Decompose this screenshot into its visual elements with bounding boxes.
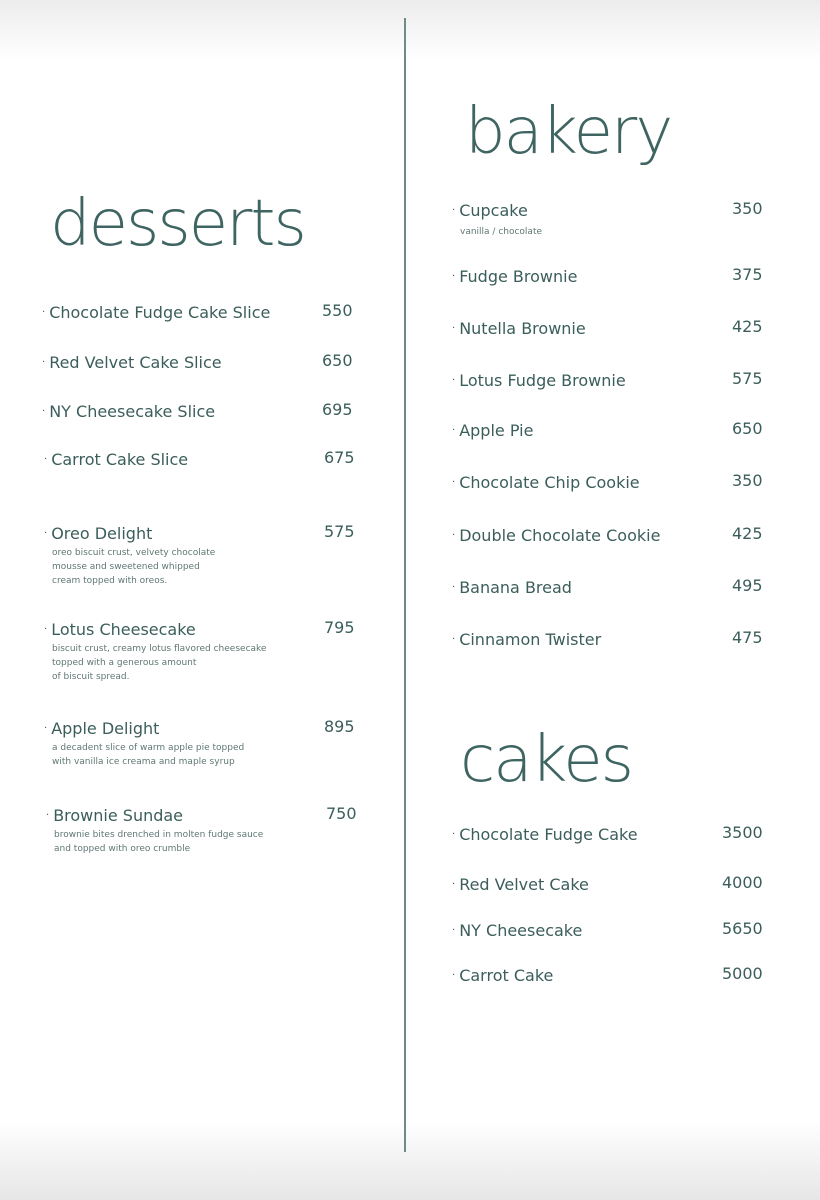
- bullet-icon: ·: [452, 375, 456, 386]
- item-name: Red Velvet Cake Slice: [49, 353, 222, 372]
- item-name: Chocolate Fudge Cake: [459, 825, 638, 844]
- top-shading: [0, 0, 820, 60]
- item-price: 575: [732, 369, 763, 388]
- item-name: Chocolate Chip Cookie: [459, 473, 640, 492]
- bullet-icon: ·: [42, 307, 46, 318]
- bullet-icon: ·: [44, 454, 48, 465]
- bottom-shading: [0, 1120, 820, 1200]
- item-price: 575: [324, 522, 355, 541]
- item-price: 795: [324, 618, 355, 637]
- item-price: 695: [322, 400, 353, 419]
- item-price: 5650: [722, 919, 763, 938]
- item-price: 750: [326, 804, 357, 823]
- item-price: 3500: [722, 823, 763, 842]
- item-price: 375: [732, 265, 763, 284]
- item-name: NY Cheesecake Slice: [49, 402, 216, 421]
- item-price: 675: [324, 448, 355, 467]
- bullet-icon: ·: [452, 205, 456, 216]
- bullet-icon: ·: [452, 582, 456, 593]
- bullet-icon: ·: [452, 970, 456, 981]
- item-price: 650: [322, 351, 353, 370]
- item-price: 550: [322, 301, 353, 320]
- item-price: 4000: [722, 873, 763, 892]
- item-price: 425: [732, 317, 763, 336]
- item-description: a decadent slice of warm apple pie topped with vanilla ice creama and maple syrup: [52, 743, 245, 767]
- bullet-icon: ·: [452, 879, 456, 890]
- item-name: Apple Pie: [459, 421, 534, 440]
- item-price: 350: [732, 471, 763, 490]
- item-name: Banana Bread: [459, 578, 572, 597]
- item-name: Double Chocolate Cookie: [459, 526, 661, 545]
- item-price: 425: [732, 524, 763, 543]
- bullet-icon: ·: [452, 634, 456, 645]
- cakes-heading: cakes: [460, 723, 632, 797]
- bakery-heading: bakery: [465, 95, 672, 169]
- bullet-icon: ·: [452, 530, 456, 541]
- item-name: Lotus Cheesecake: [51, 620, 196, 639]
- item-price: 5000: [722, 964, 763, 983]
- item-name: Cinnamon Twister: [459, 630, 602, 649]
- item-price: 475: [732, 628, 763, 647]
- item-name: Nutella Brownie: [459, 319, 586, 338]
- bullet-icon: ·: [46, 810, 50, 821]
- item-name: Carrot Cake: [459, 966, 554, 985]
- item-price: 650: [732, 419, 763, 438]
- item-price: 495: [732, 576, 763, 595]
- item-name: Cupcake: [459, 201, 528, 220]
- bullet-icon: ·: [44, 624, 48, 635]
- bullet-icon: ·: [452, 425, 456, 436]
- bullet-icon: ·: [452, 271, 456, 282]
- item-price: 350: [732, 199, 763, 218]
- item-description: vanilla / chocolate: [460, 227, 543, 237]
- item-name: Lotus Fudge Brownie: [459, 371, 626, 390]
- bullet-icon: ·: [44, 723, 48, 734]
- item-name: NY Cheesecake: [459, 921, 583, 940]
- bullet-icon: ·: [452, 477, 456, 488]
- item-price: 895: [324, 717, 355, 736]
- column-divider: [404, 18, 406, 1152]
- item-name: Brownie Sundae: [53, 806, 184, 825]
- item-name: Chocolate Fudge Cake Slice: [49, 303, 271, 322]
- desserts-heading: desserts: [50, 187, 305, 261]
- item-name: Apple Delight: [51, 719, 160, 738]
- item-name: Oreo Delight: [51, 524, 153, 543]
- item-description: oreo biscuit crust, velvety chocolate mousse and sweetened whipped cream topped with oreos.: [52, 548, 216, 586]
- bullet-icon: ·: [42, 406, 46, 417]
- item-description: brownie bites drenched in molten fudge sauce and topped with oreo crumble: [54, 830, 264, 854]
- bullet-icon: ·: [452, 925, 456, 936]
- bullet-icon: ·: [452, 829, 456, 840]
- bullet-icon: ·: [42, 357, 46, 368]
- item-name: Fudge Brownie: [459, 267, 578, 286]
- bullet-icon: ·: [452, 323, 456, 334]
- item-name: Red Velvet Cake: [459, 875, 589, 894]
- bullet-icon: ·: [44, 528, 48, 539]
- item-name: Carrot Cake Slice: [51, 450, 189, 469]
- item-description: biscuit crust, creamy lotus flavored cheesecake topped with a generous amount of biscuit spread.: [52, 644, 267, 682]
